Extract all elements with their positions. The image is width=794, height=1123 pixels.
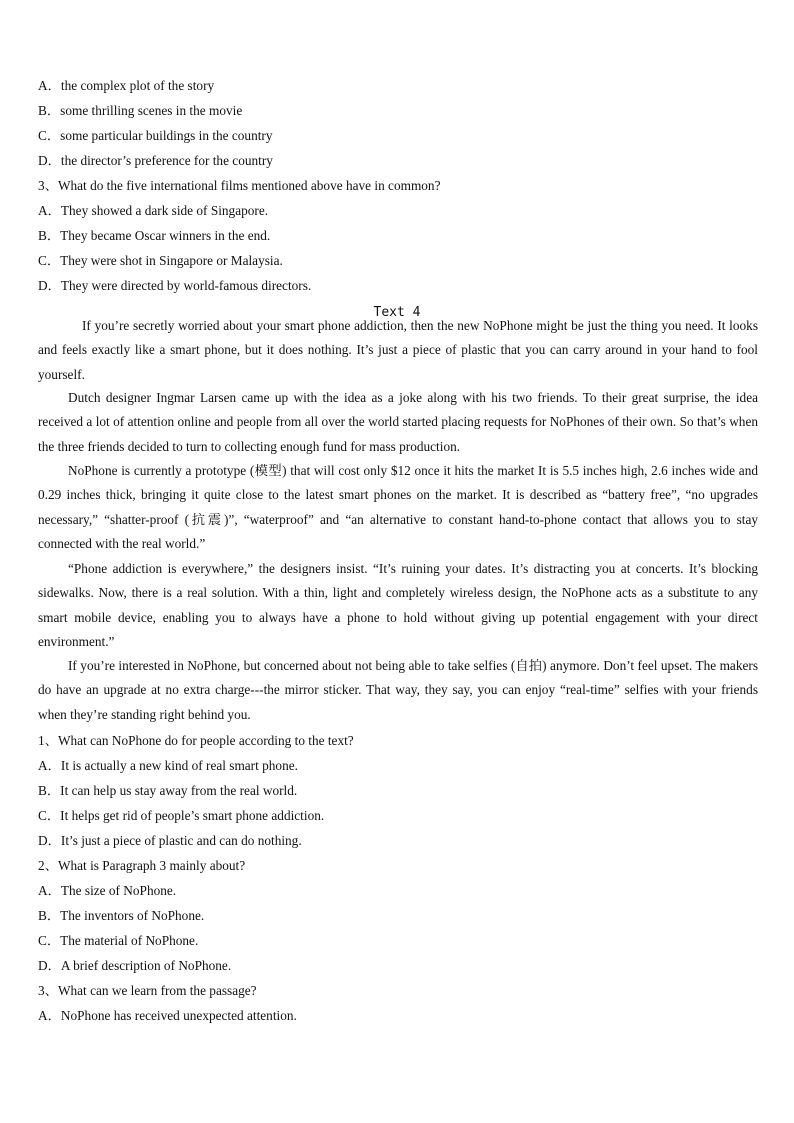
text4-paragraph-4: “Phone addiction is everywhere,” the designers insist. “It’s ruining your dates. It’s distracting you at concerts. It’s blocking sidewalks. Now, there is a real solution. With a thin, light and completely wireless design, the NoPhone acts as a substitute to any smart mobile device, enabling you to always have a phone to hold without giving up potential engagement with your direct environment.” bbox=[38, 561, 758, 649]
question2-option-c: C．The material of NoPhone. bbox=[38, 933, 199, 948]
prev-question3-option-b: B．They became Oscar winners in the end. bbox=[38, 228, 271, 243]
prev-question3-option-c: C．They were shot in Singapore or Malaysia. bbox=[38, 253, 283, 268]
question3-option-a: A．NoPhone has received unexpected attention. bbox=[38, 1008, 297, 1023]
text4-paragraph-2: Dutch designer Ingmar Larsen came up with the idea as a joke along with his two friends. To their great surprise, the idea received a lot of attention online and people from all over the world started placing requests for NoPhones of their own. So that’s when the three friends decided to turn to collecting enough fund for mass production. bbox=[38, 390, 758, 454]
question1-stem: 1、What can NoPhone do for people according to the text? bbox=[38, 733, 354, 748]
question2-option-a: A．The size of NoPhone. bbox=[38, 883, 177, 898]
prev-option-d: D．the director’s preference for the country bbox=[38, 153, 273, 168]
question1-option-a: A．It is actually a new kind of real smart phone. bbox=[38, 758, 298, 773]
question1-option-c: C．It helps get rid of people’s smart phone addiction. bbox=[38, 808, 325, 823]
question1-option-b: B．It can help us stay away from the real world. bbox=[38, 783, 298, 798]
prev-option-b: B．some thrilling scenes in the movie bbox=[38, 103, 243, 118]
question2-option-d: D．A brief description of NoPhone. bbox=[38, 958, 232, 973]
question3-stem: 3、What can we learn from the passage? bbox=[38, 983, 257, 998]
text4-paragraph-5: If you’re interested in NoPhone, but concerned about not being able to take selfies (自拍) anymore. Don’t feel upset. The makers do have an upgrade at no extra charge---the mirror sticker. That way, they say, you can enjoy “real-time” selfies with your friends when they’re standing right behind you. bbox=[38, 658, 758, 722]
question1-option-d: D．It’s just a piece of plastic and can do nothing. bbox=[38, 833, 302, 848]
prev-question3-option-d: D．They were directed by world-famous directors. bbox=[38, 278, 312, 293]
prev-option-a: A．the complex plot of the story bbox=[38, 78, 215, 93]
text4-heading: Text 4 bbox=[373, 305, 421, 320]
text4-paragraph-1: If you’re secretly worried about your smart phone addiction, then the new NoPhone might be just the thing you need. It looks and feels exactly like a smart phone, but it does nothing. It’s just a piece of plastic that you can carry around in your hand to fool yourself. bbox=[38, 318, 758, 382]
prev-option-c: C．some particular buildings in the country bbox=[38, 128, 273, 143]
question2-stem: 2、What is Paragraph 3 mainly about? bbox=[38, 858, 246, 873]
text4-paragraph-3: NoPhone is currently a prototype (模型) that will cost only $12 once it hits the market It is 5.5 inches high, 2.6 inches wide and 0.29 inches thick, bringing it quite close to the latest smart phones on the market. It is described as “battery free”, “no upgrades necessary,” “shatter-proof (抗震)”, “waterproof” and “an alternative to constant hand-to-phone contact that allows you to stay connected with the real world.” bbox=[38, 463, 758, 551]
question2-option-b: B．The inventors of NoPhone. bbox=[38, 908, 205, 923]
prev-question3-option-a: A．They showed a dark side of Singapore. bbox=[38, 203, 269, 218]
prev-question3-stem: 3、What do the five international films mentioned above have in common? bbox=[38, 178, 441, 193]
